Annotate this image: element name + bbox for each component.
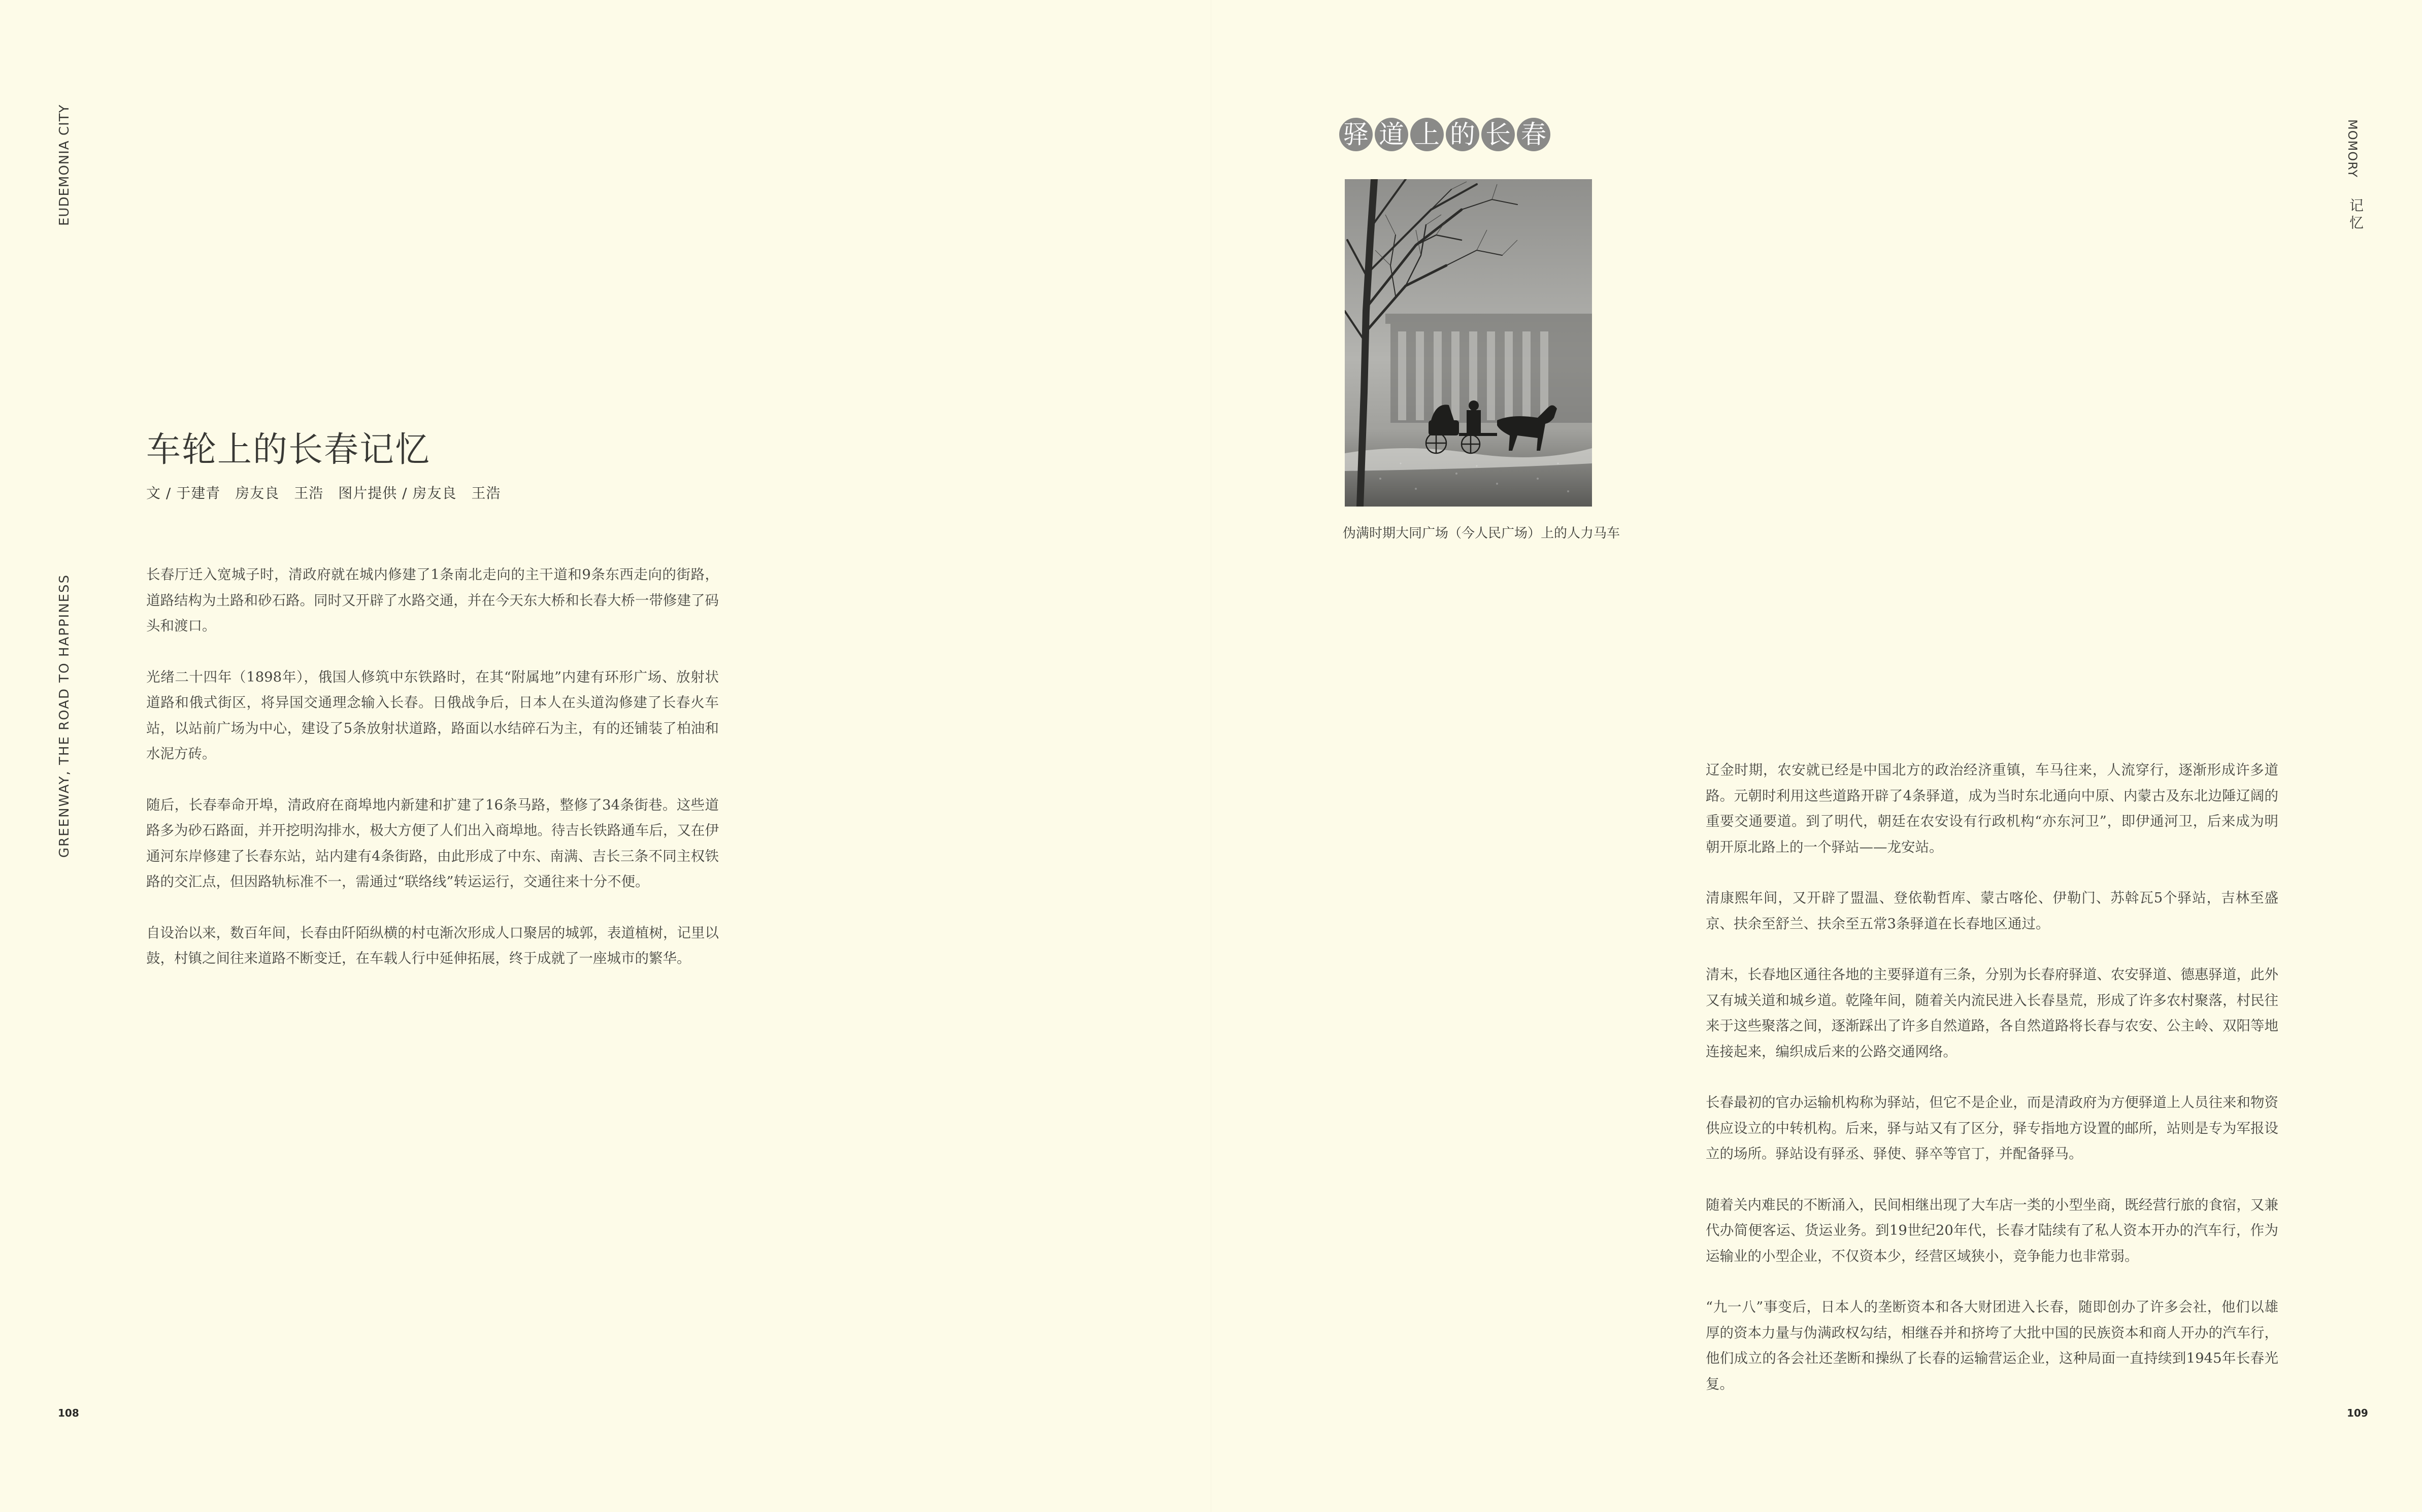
side-label-momory: MOMORY [2345, 119, 2360, 178]
paragraph: 清末，长春地区通往各地的主要驿道有三条，分别为长春府驿道、农安驿道、德惠驿道，此外又有城关道和城乡道。乾隆年间，随着关内流民进入长春垦荒，形成了许多农村聚落，村民往来于这些聚落之间，逐渐踩出了许多自然道路，各自然道路将长春与农安、公主岭、双阳等地连接起来，编织成后来的公路交通网络。 [1706, 966, 2278, 1060]
paragraph: 长春厅迁入宽城子时，清政府就在城内修建了1条南北走向的主干道和9条东西走向的街路，道路结构为土路和砂石路。同时又开辟了水路交通，并在今天东大桥和长春大桥一带修建了码头和渡口。 [146, 566, 719, 634]
article-title: 车轮上的长春记忆 [146, 430, 431, 470]
paragraph: 清康熙年间，又开辟了盟温、登依勒哲库、蒙古喀伦、伊勒门、苏斡瓦5个驿站，吉林至盛京、扶余至舒兰、扶余至五常3条驿道在长春地区通过。 [1706, 890, 2278, 932]
article-credits: 文 / 于建青 房友良 王浩 图片提供 / 房友良 王浩 [146, 485, 501, 501]
side-label-eudemonia-city: EUDEMONIA CITY [57, 104, 72, 226]
paragraph: 光绪二十四年（1898年），俄国人修筑中东铁路时，在其“附属地”内建有环形广场、放射状道路和俄式街区，将异国交通理念输入长春。日俄战争后，日本人在头道沟修建了长春火车站，以站前广场为中心，建设了5条放射状道路，路面以水结碎石为主，有的还铺装了柏油和水泥方砖。 [146, 668, 719, 762]
section-title-char: 的 [1446, 118, 1479, 151]
paragraph: 自设治以来，数百年间，长春由阡陌纵横的村屯渐次形成人口聚居的城郭，表道植树，记里以鼓，村镇之间往来道路不断变迁，在车载人行中延伸拓展，终于成就了一座城市的繁华。 [146, 924, 719, 966]
section-title-char: 道 [1375, 118, 1408, 151]
side-label-memory-cn: 记忆 [2347, 198, 2364, 232]
paragraph: “九一八”事变后，日本人的垄断资本和各大财团进入长春，随即创办了许多会社，他们以雄厚的资本力量与伪满政权勾结，相继吞并和挤垮了大批中国的民族资本和商人开办的汽车行，他们成立的各会社还垄断和操纵了长春的运输营运企业，这种局面一直持续到1945年长春光复。 [1706, 1299, 2278, 1392]
photo-caption: 伪满时期大同广场（今人民广场）上的人力马车 [1343, 526, 1620, 541]
left-body-column [146, 562, 719, 997]
right-body-column [1706, 757, 2278, 1422]
section-title-char: 驿 [1339, 118, 1373, 151]
section-title-char: 春 [1517, 118, 1550, 151]
side-label-greenway: GREENWAY, THE ROAD TO HAPPINESS [57, 574, 72, 858]
page-number-right: 109 [2347, 1407, 2368, 1419]
paragraph: 随后，长春奉命开埠，清政府在商埠地内新建和扩建了16条马路，整修了34条街巷。这些道路多为砂石路面，并开挖明沟排水，极大方便了人们出入商埠地。待吉长铁路通车后，又在伊通河东岸修建了长春东站，站内建有4条街路，由此形成了中东、南满、吉长三条不同主权铁路的交汇点，但因路轨标准不一，需通过“联络线”转运运行，交通往来十分不便。 [146, 796, 719, 890]
section-title-char: 长 [1481, 118, 1515, 151]
section-title-char: 上 [1410, 118, 1444, 151]
page-number-left: 108 [58, 1407, 79, 1419]
historic-photo-horse-carriage [1345, 179, 1592, 507]
paragraph: 长春最初的官办运输机构称为驿站，但它不是企业，而是清政府为方便驿道上人员往来和物资供应设立的中转机构。后来，驿与站又有了区分，驿专指地方设置的邮所，站则是专为军报设立的场所。驿站设有驿丞、驿使、驿卒等官丁，并配备驿马。 [1706, 1094, 2278, 1162]
section-title [1339, 118, 1550, 151]
paragraph: 随着关内难民的不断涌入，民间相继出现了大车店一类的小型坐商，既经营行旅的食宿，又兼代办简便客运、货运业务。到19世纪20年代，长春才陆续有了私人资本开办的汽车行，作为运输业的小型企业，不仅资本少，经营区域狭小，竞争能力也非常弱。 [1706, 1196, 2278, 1264]
paragraph: 辽金时期，农安就已经是中国北方的政治经济重镇，车马往来，人流穿行，逐渐形成许多道路。元朝时利用这些道路开辟了4条驿道，成为当时东北通向中原、内蒙古及东北边陲辽阔的重要交通要道。到了明代，朝廷在农安设有行政机构“亦东河卫”，即伊通河卫，后来成为明朝开原北路上的一个驿站——龙安站。 [1706, 762, 2278, 855]
